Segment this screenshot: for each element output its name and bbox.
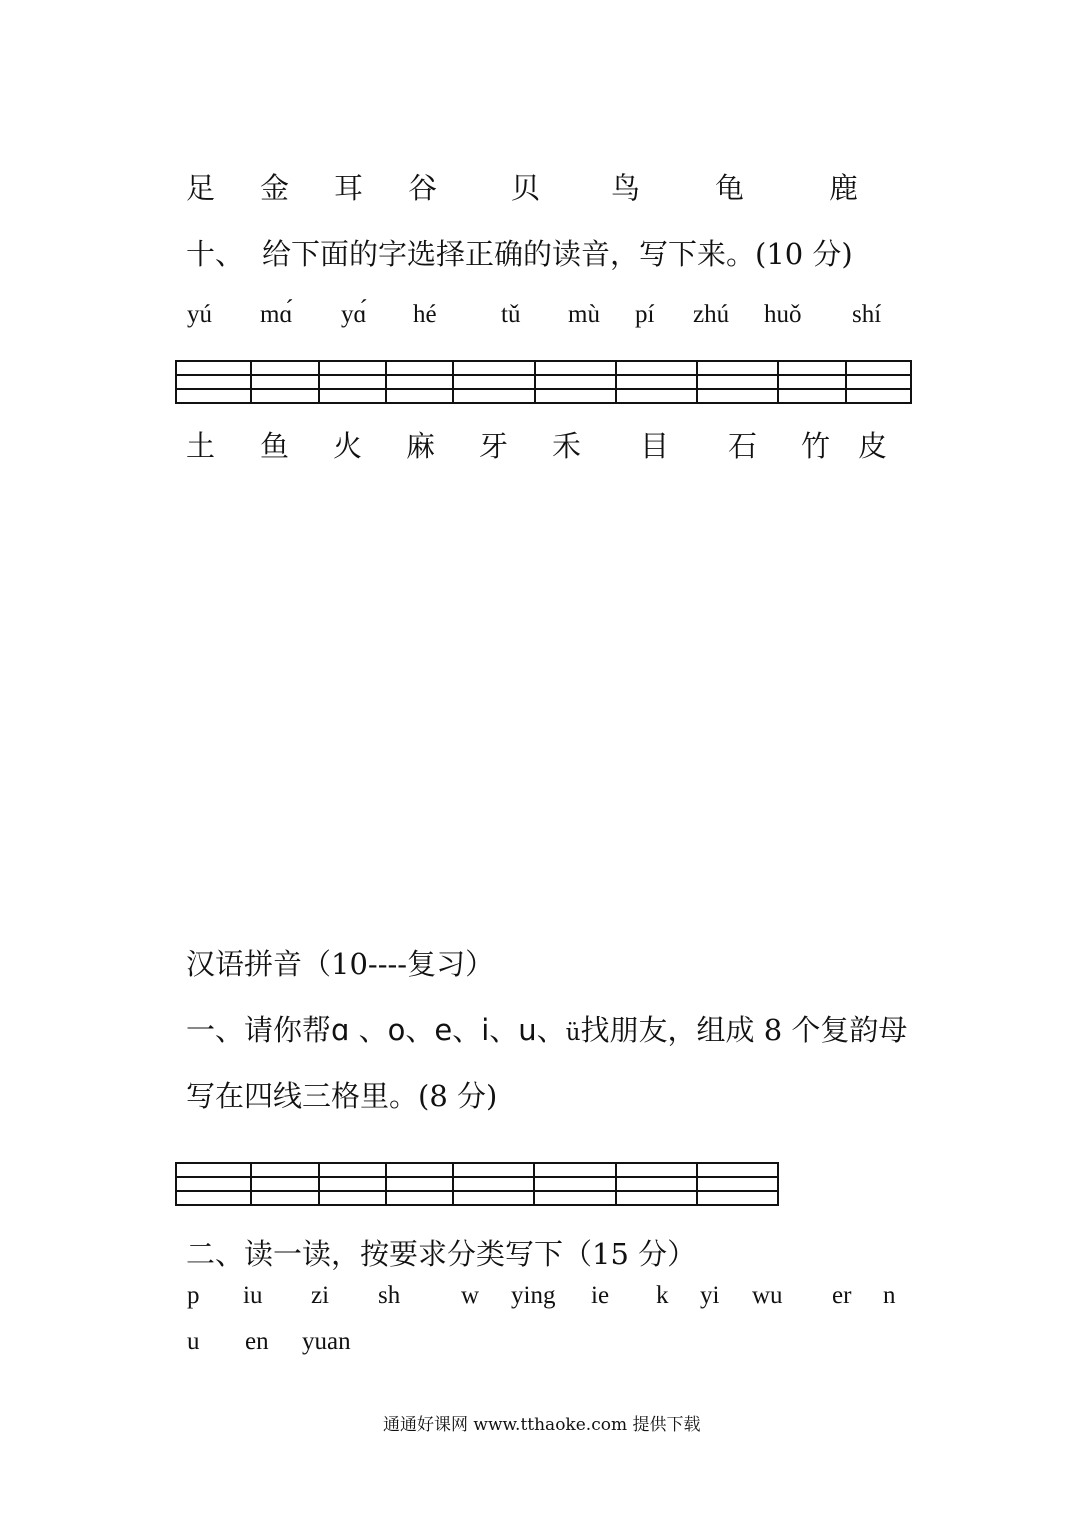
pinyin: mù bbox=[568, 301, 600, 328]
section-title: 汉语拼音（10----复习） bbox=[186, 947, 495, 981]
char: 龟 bbox=[715, 171, 745, 205]
question-1-line1 bbox=[186, 1008, 907, 1049]
pinyin: n bbox=[883, 1282, 896, 1309]
question-1-line2: 写在四线三格里。(8 分) bbox=[186, 1079, 498, 1113]
pinyin: u bbox=[187, 1328, 200, 1355]
char: 竹 bbox=[801, 429, 831, 463]
pinyin: en bbox=[245, 1328, 269, 1355]
pinyin: yɑ́ bbox=[341, 301, 367, 328]
char: 皮 bbox=[858, 429, 888, 463]
q1-text-tail: 找朋友，组成 8 个复韵母 bbox=[580, 1013, 908, 1047]
char: 耳 bbox=[334, 171, 364, 205]
question-2-text: 二、读一读，按要求分类写下（15 分） bbox=[186, 1237, 697, 1271]
char: 禾 bbox=[552, 429, 582, 463]
char: 石 bbox=[728, 429, 758, 463]
char: 足 bbox=[186, 171, 216, 205]
char: 土 bbox=[186, 429, 216, 463]
pinyin: mɑ́ bbox=[260, 301, 293, 328]
pinyin: pí bbox=[635, 301, 655, 328]
question-text: 给下面的字选择正确的读音，写下来。(10 分) bbox=[262, 237, 853, 271]
char: 牙 bbox=[479, 429, 509, 463]
pinyin: hé bbox=[413, 301, 437, 328]
char: 鹿 bbox=[829, 171, 859, 205]
char: 贝 bbox=[511, 171, 541, 205]
pinyin: sh bbox=[378, 1282, 401, 1309]
pinyin: yi bbox=[700, 1282, 720, 1309]
pinyin: yuan bbox=[302, 1328, 351, 1355]
pinyin: zhú bbox=[693, 301, 730, 328]
writing-grid[interactable] bbox=[175, 360, 912, 404]
pinyin: er bbox=[832, 1282, 852, 1309]
char: 谷 bbox=[408, 171, 438, 205]
letter-u-umlaut: ü bbox=[565, 1020, 581, 1046]
pinyin: yú bbox=[187, 301, 212, 328]
pinyin: ie bbox=[591, 1282, 610, 1309]
char: 火 bbox=[333, 429, 363, 463]
pinyin: tǔ bbox=[501, 301, 521, 328]
pinyin: k bbox=[656, 1282, 669, 1309]
char: 麻 bbox=[406, 429, 436, 463]
letter-a: ɑ bbox=[331, 1013, 350, 1047]
pinyin: shí bbox=[852, 301, 882, 328]
pinyin: wu bbox=[752, 1282, 783, 1309]
pinyin: huǒ bbox=[764, 301, 802, 328]
char: 鱼 bbox=[260, 429, 290, 463]
pinyin: ying bbox=[511, 1282, 556, 1309]
page-footer: 通通好课网 www.tthaoke.com 提供下载 bbox=[383, 1415, 701, 1435]
char: 金 bbox=[260, 171, 290, 205]
question-number: 十、 bbox=[186, 237, 245, 271]
char: 鸟 bbox=[611, 171, 641, 205]
writing-grid-2[interactable] bbox=[175, 1162, 779, 1206]
q1-text-start: 一、请你帮 bbox=[186, 1013, 332, 1047]
pinyin: w bbox=[461, 1282, 480, 1309]
pinyin: p bbox=[187, 1282, 200, 1309]
char: 目 bbox=[640, 429, 670, 463]
pinyin: zi bbox=[311, 1282, 330, 1309]
q1-vowels: 、o、e、i、u、 bbox=[349, 1013, 566, 1047]
pinyin: iu bbox=[243, 1282, 263, 1309]
